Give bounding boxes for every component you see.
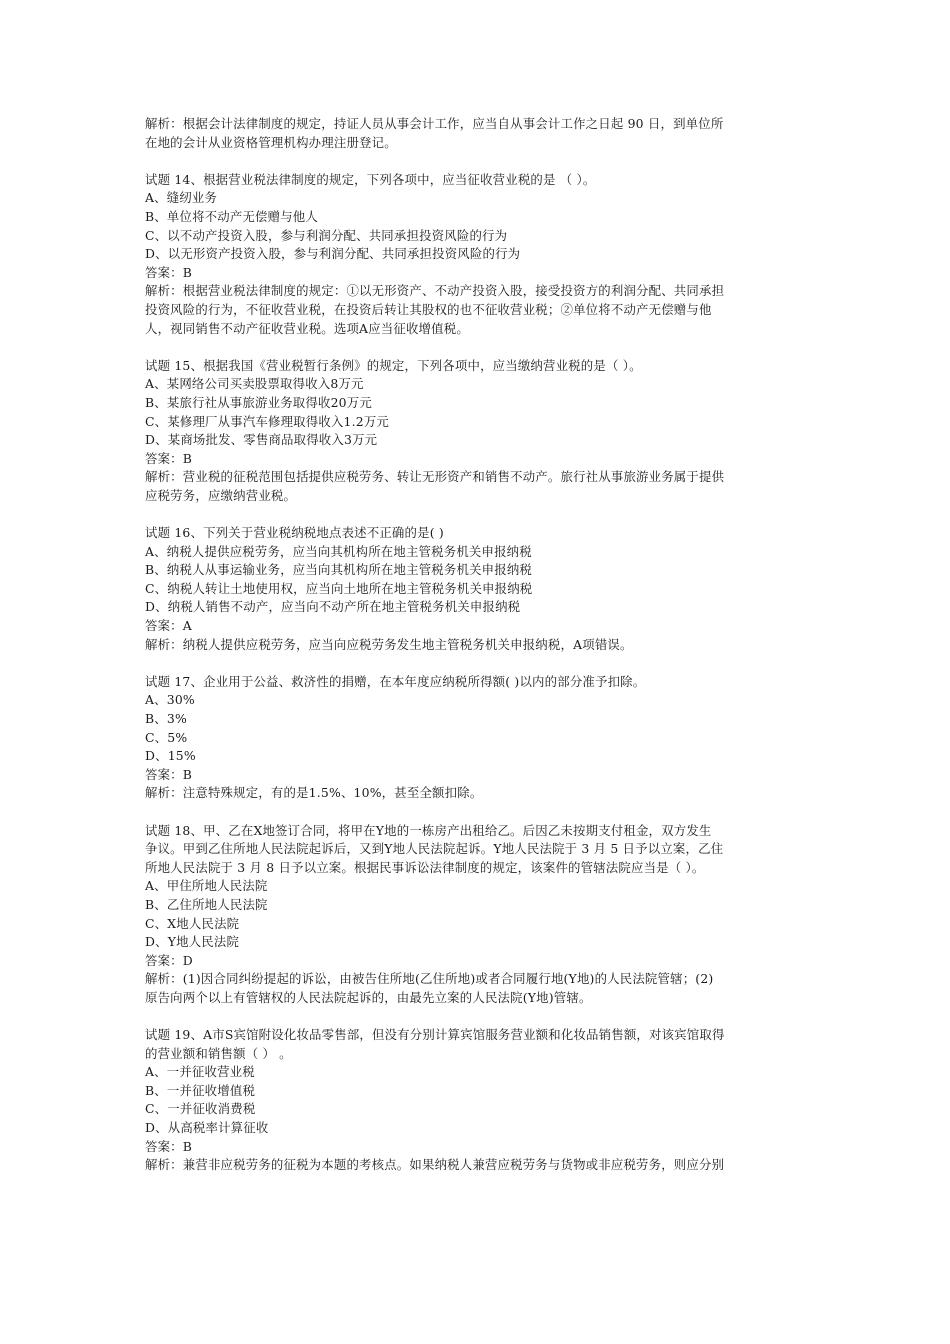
question-15 [145,357,825,506]
answer: 答案：D [145,952,193,968]
option-d: D、纳税人销售不动产，应当向不动产所在地主管税务机关申报纳税 [145,599,521,615]
text-line: 解析：根据会计法律制度的规定，持证人员从事会计工作，应当自从事会计工作之日起 90 日，到单位所 [145,116,724,131]
document-page [145,115,825,1193]
option-b: B、单位将不动产无偿赠与他人 [145,208,318,224]
question-text: 试题 19、A市S宾馆附设化妆品零售部，但没有分别计算宾馆服务营业额和化妆品销售额，对该宾馆取得 [145,1027,725,1043]
explanation: 解析：兼营非应税劳务的征税为本题的考核点。如果纳税人兼营应税劳务与货物或非应税劳务，则应分别 [145,1157,725,1173]
question-14 [145,171,825,338]
explanation: 人，视同销售不动产征收营业税。选项A应当征收增值税。 [145,320,469,336]
explanation: 解析：根据营业税法律制度的规定：①以无形资产、不动产投资入股，接受投资方的利润分配、共同承担 [145,283,725,299]
option-d: D、从高税率计算征收 [145,1120,269,1136]
option-c: C、5% [145,729,188,745]
answer: 答案：B [145,264,193,280]
question-text: 试题 18、甲、乙在X地签订合同，将甲在Y地的一栋房产出租给乙。后因乙未按期支付租金，双方发生 [145,822,712,838]
explanation: 解析：注意特殊规定，有的是1.5%、10%，甚至全额扣除。 [145,785,483,801]
question-text: 试题 14、根据营业税法律制度的规定，下列各项中，应当征收营业税的是 （ ）。 [145,171,596,187]
option-a: A、一并征收营业税 [145,1064,255,1080]
question-16 [145,524,825,654]
answer: 答案：A [145,618,192,634]
option-c: C、X地人民法院 [145,915,240,931]
question-text: 试题 15、根据我国《营业税暂行条例》的规定，下列各项中，应当缴纳营业税的是（ ）。 [145,357,642,373]
question-text: 试题 16、下列关于营业税纳税地点表述不正确的是( ) [145,525,444,541]
option-b: B、一并征收增值税 [145,1082,256,1098]
option-b: B、某旅行社从事旅游业务取得收20万元 [145,394,372,410]
option-a: A、30% [145,692,195,708]
question-19 [145,1026,825,1175]
answer: 答案：B [145,766,193,782]
option-c: C、某修理厂从事汽车修理取得收入1.2万元 [145,413,390,429]
intro-block [145,115,825,152]
option-d: D、以无形资产投资入股，参与利润分配、共同承担投资风险的行为 [145,246,521,262]
answer: 答案：B [145,1138,193,1154]
option-b: B、纳税人从事运输业务，应当向其机构所在地主管税务机关申报纳税 [145,562,533,578]
explanation: 解析：营业税的征税范围包括提供应税劳务、转让无形资产和销售不动产。旅行社从事旅游业务属于提供 [145,469,725,485]
option-d: D、某商场批发、零售商品取得收入3万元 [145,432,378,448]
option-d: D、15% [145,748,196,764]
question-17 [145,673,825,803]
explanation: 投资风险的行为，不征收营业税，在投资后转让其股权的也不征收营业税；②单位将不动产无偿赠与他 [145,301,712,317]
option-b: B、3% [145,711,187,726]
option-b: B、乙住所地人民法院 [145,896,268,912]
explanation: 解析：纳税人提供应税劳务，应当向应税劳务发生地主管税务机关申报纳税，A项错误。 [145,636,633,652]
option-a: A、甲住所地人民法院 [145,878,268,894]
explanation: 应税劳务，应缴纳营业税。 [145,487,297,503]
option-a: A、缝纫业务 [145,190,218,206]
option-a: A、某网络公司买卖股票取得收入8万元 [145,376,364,392]
answer: 答案：B [145,450,193,466]
explanation: 原告向两个以上有管辖权的人民法院起诉的，由最先立案的人民法院(Y地)管辖。 [145,989,592,1005]
option-c: C、以不动产投资入股，参与利润分配、共同承担投资风险的行为 [145,227,508,243]
question-text: 的营业额和销售额（ ） 。 [145,1045,292,1061]
text-line: 在地的会计从业资格管理机构办理注册登记。 [145,134,397,150]
question-text: 争议。甲到乙住所地人民法院起诉后，又到Y地人民法院起诉。Y地人民法院于 3 月 5 日予以立案，乙住 [145,841,724,857]
option-c: C、一并征收消费税 [145,1101,256,1117]
question-text: 所地人民法院于 3 月 8 日予以立案。根据民事诉讼法律制度的规定，该案件的管辖法院应当是（ ）。 [145,859,705,875]
option-d: D、Y地人民法院 [145,934,240,950]
question-text: 试题 17、企业用于公益、救济性的捐赠，在本年度应纳税所得额( )以内的部分准予扣除。 [145,673,646,689]
option-a: A、纳税人提供应税劳务，应当向其机构所在地主管税务机关申报纳税 [145,543,532,559]
explanation: 解析：(1)因合同纠纷提起的诉讼，由被告住所地(乙住所地)或者合同履行地(Y地)的人民法院管辖；(2) [145,971,714,987]
option-c: C、纳税人转让土地使用权，应当向土地所在地主管税务机关申报纳税 [145,580,533,596]
question-18 [145,822,825,1008]
